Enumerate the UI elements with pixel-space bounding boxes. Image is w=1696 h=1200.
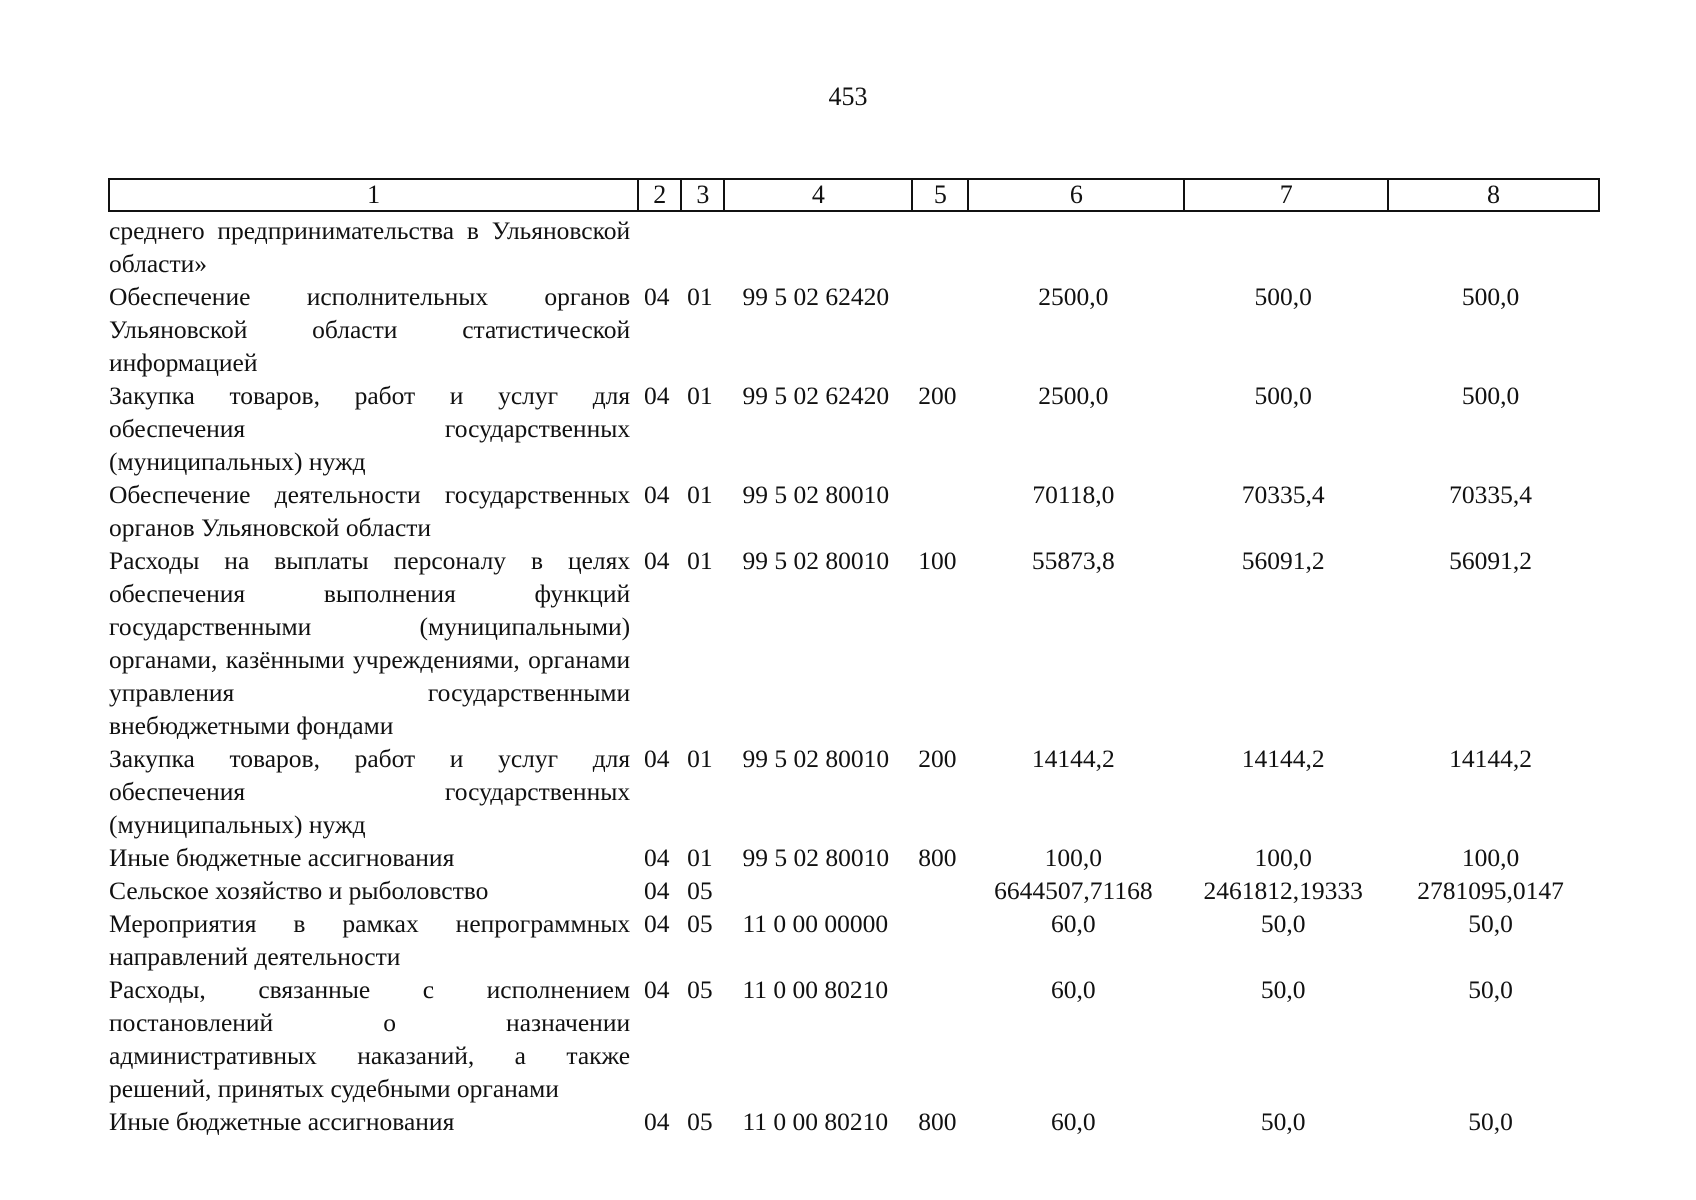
table-row: [109, 1105, 1599, 1138]
row-target-code-cell: [724, 211, 912, 280]
row-amount-1-cell: 60,0: [1051, 975, 1096, 1004]
row-section-cell: 04: [643, 381, 670, 410]
row-target-code-cell: 99 5 02 80010: [742, 843, 890, 872]
row-amount-3-cell: 56091,2: [1449, 546, 1532, 575]
row-amount-1-cell: 2500,0: [1038, 282, 1109, 311]
row-expense-type-cell: [912, 907, 968, 973]
row-name-cell: Обеспечение исполнительных органов Ульяновской области статистической информацией: [109, 282, 631, 377]
row-name-cell: Обеспечение деятельности государственных органов Ульяновской области: [109, 480, 631, 542]
budget-table: [108, 178, 1600, 1138]
table-row: [109, 742, 1599, 841]
table-row: [109, 841, 1599, 874]
table-row: [109, 907, 1599, 973]
row-section-cell: 04: [643, 843, 670, 872]
row-amount-3-cell: 100,0: [1461, 843, 1520, 872]
header-col-8: 8: [1388, 179, 1599, 211]
row-amount-1-cell: 6644507,71168: [994, 876, 1153, 905]
row-section-cell: 04: [643, 909, 670, 938]
header-col-3: 3: [681, 179, 724, 211]
row-section-cell: 04: [643, 546, 670, 575]
table-body: [109, 211, 1599, 1138]
row-subsection-cell: 01: [687, 381, 713, 410]
header-col-7: 7: [1184, 179, 1388, 211]
row-amount-2-cell: 50,0: [1260, 1107, 1306, 1136]
row-amount-2-cell: 50,0: [1260, 975, 1306, 1004]
row-expense-type-cell: [912, 973, 968, 1105]
row-subsection-cell: 01: [687, 546, 713, 575]
table-row: [109, 379, 1599, 478]
row-expense-type-cell: 800: [918, 1107, 957, 1136]
row-name-cell: Расходы на выплаты персоналу в целях обеспечения выполнения функций государственными (муниципальными) органами, казёнными учреждениями, органами управления государственными внебюджетными фондами: [109, 546, 631, 740]
row-amount-3-cell: 2781095,0147: [1417, 876, 1564, 905]
row-expense-type-cell: 800: [918, 843, 957, 872]
row-expense-type-cell: 100: [918, 546, 957, 575]
row-section-cell: 04: [643, 876, 670, 905]
row-subsection-cell: 05: [687, 975, 713, 1004]
row-section-cell: 04: [643, 282, 670, 311]
row-amount-1-cell: 2500,0: [1038, 381, 1109, 410]
row-name-cell: Иные бюджетные ассигнования: [109, 1107, 455, 1136]
header-row: [109, 179, 1599, 211]
row-amount-2-cell: 56091,2: [1241, 546, 1325, 575]
row-section-cell: [638, 211, 681, 280]
row-amount-3-cell: 500,0: [1461, 282, 1520, 311]
row-subsection-cell: 05: [687, 909, 713, 938]
row-name-cell: Сельское хозяйство и рыболовство: [109, 876, 489, 905]
row-name-cell: Иные бюджетные ассигнования: [109, 843, 455, 872]
table-row: [109, 280, 1599, 379]
row-expense-type-cell: [912, 874, 968, 907]
header-col-4: 4: [724, 179, 912, 211]
row-target-code-cell: 11 0 00 80210: [742, 975, 889, 1004]
row-subsection-cell: 05: [687, 876, 713, 905]
table-row: [109, 478, 1599, 544]
row-expense-type-cell: [912, 211, 968, 280]
row-expense-type-cell: [912, 478, 968, 544]
row-expense-type-cell: [912, 280, 968, 379]
row-target-code-cell: [724, 874, 912, 907]
table-row: [109, 544, 1599, 742]
row-amount-2-cell: [1184, 211, 1388, 280]
row-amount-3-cell: 500,0: [1461, 381, 1520, 410]
row-amount-3-cell: 50,0: [1468, 909, 1513, 938]
row-target-code-cell: 99 5 02 62420: [742, 282, 890, 311]
header-col-5: 5: [912, 179, 968, 211]
header-col-6: 6: [968, 179, 1184, 211]
row-section-cell: 04: [643, 744, 670, 773]
row-subsection-cell: 01: [687, 282, 713, 311]
row-amount-1-cell: 60,0: [1051, 1107, 1096, 1136]
row-subsection-cell: [681, 211, 724, 280]
table-row: [109, 874, 1599, 907]
row-target-code-cell: 99 5 02 80010: [742, 546, 890, 575]
row-amount-3-cell: 14144,2: [1449, 744, 1532, 773]
row-name-cell: Закупка товаров, работ и услуг для обеспечения государственных (муниципальных) нужд: [109, 744, 631, 839]
row-amount-1-cell: 14144,2: [1031, 744, 1115, 773]
table-row: [109, 211, 1599, 280]
row-amount-3-cell: 50,0: [1468, 1107, 1513, 1136]
row-section-cell: 04: [643, 1107, 670, 1136]
row-amount-2-cell: 14144,2: [1241, 744, 1325, 773]
row-subsection-cell: 01: [687, 480, 713, 509]
row-subsection-cell: 01: [687, 744, 713, 773]
row-amount-2-cell: 50,0: [1260, 909, 1306, 938]
row-subsection-cell: 05: [687, 1107, 713, 1136]
page-number: 453: [828, 82, 868, 111]
header-col-2: 2: [638, 179, 681, 211]
row-expense-type-cell: 200: [918, 744, 957, 773]
row-amount-2-cell: 2461812,19333: [1203, 876, 1363, 905]
table-header: [109, 179, 1599, 211]
row-target-code-cell: 11 0 00 00000: [742, 909, 889, 938]
row-amount-1-cell: 60,0: [1051, 909, 1096, 938]
row-target-code-cell: 99 5 02 80010: [742, 480, 890, 509]
row-amount-1-cell: 55873,8: [1031, 546, 1115, 575]
row-name-cell: Расходы, связанные с исполнением постановлений о назначении административных наказаний, а также решений, принятых судебными органами: [109, 975, 631, 1103]
row-name-cell: среднего предпринимательства в Ульяновской области»: [109, 216, 631, 278]
row-name-cell: Мероприятия в рамках непрограммных направлений деятельности: [109, 909, 631, 971]
row-amount-1-cell: 100,0: [1044, 843, 1103, 872]
row-target-code-cell: 11 0 00 80210: [742, 1107, 889, 1136]
row-subsection-cell: 01: [687, 843, 713, 872]
header-col-1: 1: [109, 179, 638, 211]
table-row: [109, 973, 1599, 1105]
row-amount-3-cell: [1388, 211, 1599, 280]
row-amount-1-cell: 70118,0: [1032, 480, 1115, 509]
row-target-code-cell: 99 5 02 80010: [742, 744, 890, 773]
row-target-code-cell: 99 5 02 62420: [742, 381, 890, 410]
row-amount-2-cell: 100,0: [1254, 843, 1312, 872]
row-section-cell: 04: [643, 480, 670, 509]
row-amount-1-cell: [968, 211, 1184, 280]
row-amount-2-cell: 500,0: [1254, 282, 1312, 311]
row-amount-3-cell: 70335,4: [1449, 480, 1532, 509]
row-section-cell: 04: [643, 975, 670, 1004]
row-name-cell: Закупка товаров, работ и услуг для обеспечения государственных (муниципальных) нужд: [109, 381, 631, 476]
row-amount-2-cell: 500,0: [1254, 381, 1312, 410]
row-amount-2-cell: 70335,4: [1241, 480, 1325, 509]
budget-table-container: [108, 178, 1600, 1138]
row-expense-type-cell: 200: [918, 381, 957, 410]
row-amount-3-cell: 50,0: [1468, 975, 1513, 1004]
